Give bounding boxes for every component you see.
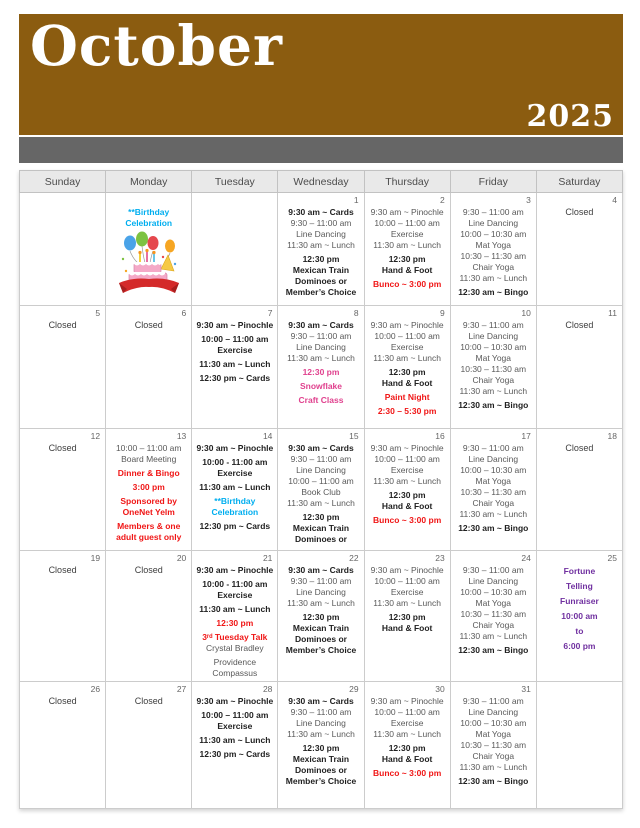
event-line: 12:30 pm xyxy=(302,743,340,753)
day-number: 21 xyxy=(262,553,273,563)
month-title: October xyxy=(30,13,283,78)
event-line: 12:30 pm xyxy=(302,367,340,377)
event-line: Paint Night xyxy=(384,392,430,402)
event-line: 9:30 – 11:00 am xyxy=(290,331,352,341)
day-number: 31 xyxy=(521,684,531,694)
year-label: 2025 xyxy=(526,99,614,134)
calendar-cell xyxy=(192,551,278,682)
weekday-header: Monday xyxy=(106,171,192,193)
calendar-cell xyxy=(106,306,192,429)
event-line: Exercise xyxy=(390,229,424,239)
day-number: 23 xyxy=(435,553,445,563)
event-line: 9:30 – 11:00 am xyxy=(290,454,352,464)
event-line: Mat Yoga xyxy=(475,353,511,363)
day-number: 30 xyxy=(435,684,445,694)
week-row xyxy=(20,682,623,809)
event-line: Mexican Train xyxy=(292,265,350,275)
day-number: 6 xyxy=(181,308,187,318)
event-line: Closed xyxy=(134,565,163,575)
event-line: Book Club xyxy=(301,487,341,497)
event-line: 12:30 am ~ Bingo xyxy=(458,523,529,533)
event-line: Hand & Foot xyxy=(381,754,433,764)
event-line: 11:30 am ~ Lunch xyxy=(287,353,355,363)
event-line: 9:30 am ~ Pinochle xyxy=(196,320,274,330)
day-number: 2 xyxy=(439,195,445,205)
calendar-cell xyxy=(278,429,364,551)
day-number: 19 xyxy=(90,553,101,563)
event-line: Line Dancing xyxy=(468,331,519,341)
event-line: 11:30 am ~ Lunch xyxy=(287,240,355,250)
event-line: 9:30 – 11:00 am xyxy=(462,696,524,706)
weekday-header-row xyxy=(20,171,623,193)
calendar-cell xyxy=(450,306,536,429)
event-line: Celebration xyxy=(125,218,173,228)
event-line: 12:30 pm xyxy=(388,612,426,622)
event-line: **Birthday xyxy=(214,496,256,506)
event-line: 11:30 am ~ Lunch xyxy=(459,386,528,396)
event-line: Hand & Foot xyxy=(381,501,433,511)
event-line: 11:30 am ~ Lunch xyxy=(199,482,271,492)
event-line: 11:30 am ~ Lunch xyxy=(287,498,355,508)
event-line: Mat Yoga xyxy=(475,476,511,486)
event-line: Snowflake xyxy=(299,381,343,391)
calendar-table xyxy=(19,170,623,809)
event-line: Funraiser xyxy=(560,596,599,606)
event-line: Closed xyxy=(565,320,594,330)
event-line: 9:30 am ~ Cards xyxy=(288,320,354,330)
day-number: 17 xyxy=(521,431,531,441)
event-line: Line Dancing xyxy=(296,587,346,597)
event-line: 9:30 – 11:00 am xyxy=(290,576,352,586)
event-line: Member’s Choice xyxy=(285,776,357,786)
event-line: 10:30 – 11:30 am xyxy=(460,487,527,497)
day-number: 5 xyxy=(95,308,101,318)
day-number: 4 xyxy=(612,195,617,205)
event-line: 11:30 am ~ Lunch xyxy=(287,729,355,739)
event-line: Line Dancing xyxy=(296,718,346,728)
day-number: 24 xyxy=(521,553,531,563)
event-line: 11:30 am ~ Lunch xyxy=(199,735,271,745)
event-line: Member’s Choice xyxy=(285,645,357,655)
event-line: Exercise xyxy=(390,465,424,475)
calendar-cell xyxy=(536,682,622,809)
weekday-header: Sunday xyxy=(20,171,106,193)
day-number: 18 xyxy=(607,431,617,441)
event-line: 9:30 am ~ Pinochle xyxy=(370,696,444,706)
day-number: 14 xyxy=(262,431,273,441)
event-line: 10:30 – 11:30 am xyxy=(460,740,527,750)
day-number: 15 xyxy=(349,431,359,441)
day-number: 27 xyxy=(176,684,187,694)
event-line: 9:30 am ~ Pinochle xyxy=(196,565,274,575)
calendar-cell xyxy=(20,429,106,551)
calendar-cell xyxy=(450,429,536,551)
calendar-cell xyxy=(278,193,364,306)
calendar-cell xyxy=(364,306,450,429)
event-line: Chair Yoga xyxy=(472,620,515,630)
event-line: Exercise xyxy=(217,590,253,600)
calendar-cell xyxy=(278,306,364,429)
event-line: 11:30 am ~ Lunch xyxy=(373,240,441,250)
event-line: Closed xyxy=(48,320,77,330)
day-number: 1 xyxy=(353,195,359,205)
birthday-cake-icon xyxy=(117,231,181,297)
weekday-header: Saturday xyxy=(536,171,622,193)
event-line: 3ʳᵈ Tuesday Talk xyxy=(202,632,268,642)
event-line: 9:30 – 11:00 am xyxy=(290,707,352,717)
calendar-cell xyxy=(450,193,536,306)
event-line: 10:30 – 11:30 am xyxy=(460,609,527,619)
event-line: 12:30 pm xyxy=(302,512,340,522)
event-line: 11:30 am ~ Lunch xyxy=(373,353,441,363)
event-line: 9:30 – 11:00 am xyxy=(462,320,524,330)
event-line: Chair Yoga xyxy=(472,751,515,761)
event-line: 12:30 am ~ Bingo xyxy=(458,287,529,297)
event-line: 12:30 am ~ Bingo xyxy=(458,645,529,655)
event-line: Mat Yoga xyxy=(475,240,511,250)
calendar-cell xyxy=(106,551,192,682)
divider-band xyxy=(19,137,623,163)
event-line: 11:30 am ~ Lunch xyxy=(459,509,528,519)
event-line: 11:30 am ~ Lunch xyxy=(459,631,528,641)
weekday-header: Friday xyxy=(450,171,536,193)
event-line: 12:30 pm ~ Cards xyxy=(199,749,271,759)
event-line: Mat Yoga xyxy=(475,598,511,608)
week-row xyxy=(20,429,623,551)
event-line: Hand & Foot xyxy=(381,265,433,275)
event-line: 9:30 am ~ Cards xyxy=(288,443,354,453)
event-line: 10:30 – 11:30 am xyxy=(460,251,527,261)
calendar-cell xyxy=(106,682,192,809)
calendar-cell xyxy=(536,306,622,429)
event-line: 10:00 – 11:00 am xyxy=(374,707,440,717)
event-line: 12:30 pm ~ Cards xyxy=(199,373,271,383)
event-line: Line Dancing xyxy=(296,465,346,475)
event-line: 12:30 am ~ Bingo xyxy=(458,400,529,410)
event-line: 11:30 am ~ Lunch xyxy=(373,476,441,486)
event-line: Bunco ~ 3:00 pm xyxy=(373,279,442,289)
event-line: Exercise xyxy=(217,345,253,355)
calendar-cell xyxy=(278,551,364,682)
event-line: Hand & Foot xyxy=(381,623,433,633)
event-line: Dominoes or xyxy=(295,634,347,644)
day-number: 8 xyxy=(353,308,359,318)
event-line: 12:30 pm xyxy=(388,367,426,377)
event-line: 9:30 am ~ Cards xyxy=(288,207,354,217)
calendar-cell xyxy=(364,193,450,306)
event-line: Line Dancing xyxy=(468,707,519,717)
event-line: 9:30 am ~ Pinochle xyxy=(370,443,444,453)
event-line: Mat Yoga xyxy=(475,729,511,739)
day-number: 29 xyxy=(349,684,359,694)
event-line: Mexican Train xyxy=(292,623,350,633)
day-number: 11 xyxy=(608,308,617,318)
calendar-grid-body xyxy=(20,193,623,809)
event-line: 9:30 – 11:00 am xyxy=(462,207,524,217)
calendar-cell xyxy=(192,682,278,809)
calendar-cell xyxy=(192,193,278,306)
calendar-cell xyxy=(450,551,536,682)
calendar-cell xyxy=(20,306,106,429)
event-line: Exercise xyxy=(217,468,253,478)
event-line: 12:30 pm xyxy=(302,254,340,264)
day-number: 12 xyxy=(90,431,101,441)
day-number: 7 xyxy=(267,308,273,318)
event-line: 11:30 am ~ Lunch xyxy=(287,598,355,608)
weekday-header: Tuesday xyxy=(192,171,278,193)
event-line: 3:00 pm xyxy=(132,482,165,492)
event-line: Bunco ~ 3:00 pm xyxy=(373,768,442,778)
event-line: 9:30 – 11:00 am xyxy=(462,565,524,575)
event-line: 11:30 am ~ Lunch xyxy=(199,604,271,614)
event-line: 9:30 am ~ Pinochle xyxy=(196,443,274,453)
month-banner xyxy=(19,14,623,135)
event-line: 10:00 – 11:00 am xyxy=(374,454,440,464)
calendar-cell xyxy=(106,193,192,306)
day-number: 16 xyxy=(435,431,445,441)
event-line: 9:30 – 11:00 am xyxy=(462,443,524,453)
calendar-cell xyxy=(192,306,278,429)
event-line: Line Dancing xyxy=(468,454,519,464)
event-line: 10:00 – 11:00 am xyxy=(374,576,440,586)
event-line: 9:30 am ~ Cards xyxy=(288,565,354,575)
event-line: 12:30 pm xyxy=(388,254,426,264)
event-line: 11:30 am ~ Lunch xyxy=(459,273,528,283)
event-line: Bunco ~ 3:00 pm xyxy=(373,515,442,525)
event-line: Telling xyxy=(566,581,593,591)
calendar-cell xyxy=(536,551,622,682)
event-line: 10:00 – 11:00 am xyxy=(201,334,269,344)
event-line: 10:00 – 10:30 am xyxy=(460,465,527,475)
event-line: Chair Yoga xyxy=(472,498,515,508)
event-line: 10:00 – 11:00 am xyxy=(201,710,269,720)
event-line: 12:30 pm xyxy=(302,612,340,622)
calendar-cell xyxy=(450,682,536,809)
event-line: Line Dancing xyxy=(296,342,346,352)
calendar-cell xyxy=(536,193,622,306)
week-row xyxy=(20,193,623,306)
event-line: Closed xyxy=(134,696,163,706)
event-line: 12:30 am ~ Bingo xyxy=(458,776,529,786)
event-line: 10:00 – 10:30 am xyxy=(460,587,527,597)
event-line: 12:30 pm xyxy=(388,743,426,753)
event-line: Chair Yoga xyxy=(472,375,515,385)
calendar-cell xyxy=(364,429,450,551)
event-line: 11:30 am ~ Lunch xyxy=(459,762,528,772)
event-line: 10:00 – 10:30 am xyxy=(460,229,527,239)
event-line: Closed xyxy=(48,565,77,575)
event-line: Dinner & Bingo xyxy=(117,468,180,478)
calendar-cell xyxy=(278,682,364,809)
event-line: Members & one xyxy=(117,521,181,531)
event-line: Celebration xyxy=(211,507,259,517)
event-line: 12:30 pm ~ Cards xyxy=(199,521,271,531)
event-line: 9:30 am ~ Pinochle xyxy=(370,207,444,217)
event-line: 6:00 pm xyxy=(563,641,596,651)
event-line: Providence xyxy=(213,657,257,667)
calendar-cell xyxy=(20,551,106,682)
weekday-header: Thursday xyxy=(364,171,450,193)
calendar-cell xyxy=(192,429,278,551)
event-line: adult guest only xyxy=(116,532,182,542)
event-line: Craft Class xyxy=(298,395,344,405)
event-line: 11:30 am ~ Lunch xyxy=(373,598,441,608)
event-line: Closed xyxy=(565,443,594,453)
day-number: 13 xyxy=(176,431,187,441)
event-line: 10:00 – 10:30 am xyxy=(460,342,527,352)
event-line: Closed xyxy=(48,443,77,453)
event-line: Sponsored by xyxy=(120,496,178,506)
calendar-cell xyxy=(106,429,192,551)
event-line: **Birthday xyxy=(128,207,170,217)
event-line: Mexican Train xyxy=(292,754,350,764)
event-line: Fortune xyxy=(563,566,596,576)
calendar-cell xyxy=(364,551,450,682)
event-line: 12:30 pm xyxy=(216,618,254,628)
event-line: 10:00 - 11:00 am xyxy=(202,457,268,467)
week-row xyxy=(20,551,623,682)
event-line: Exercise xyxy=(217,721,253,731)
day-number: 9 xyxy=(439,308,445,318)
event-line: 9:30 – 11:00 am xyxy=(290,218,352,228)
calendar-cell xyxy=(536,429,622,551)
event-line: Line Dancing xyxy=(468,576,519,586)
day-number: 10 xyxy=(521,308,531,318)
event-line: 10:30 – 11:30 am xyxy=(460,364,527,374)
event-line: 11:30 am ~ Lunch xyxy=(373,729,441,739)
event-line: 10:00 – 11:00 am xyxy=(374,218,440,228)
event-line: Dominoes or xyxy=(295,276,347,286)
calendar-cell xyxy=(364,682,450,809)
event-line: to xyxy=(575,626,584,636)
day-number: 20 xyxy=(176,553,187,563)
event-line: Board Meeting xyxy=(121,454,177,464)
birthday-cake-image xyxy=(106,231,191,300)
day-number: 26 xyxy=(90,684,101,694)
event-line: Closed xyxy=(48,696,77,706)
event-line: OneNet Yelm xyxy=(122,507,175,517)
event-line: Exercise xyxy=(390,342,424,352)
event-line: 10:00 – 11:00 am xyxy=(115,443,182,453)
event-line: 9:30 am ~ Pinochle xyxy=(370,320,444,330)
event-line: Exercise xyxy=(390,587,424,597)
event-line: 12:30 pm xyxy=(388,490,426,500)
event-line: 10:00 am xyxy=(561,611,598,621)
day-number: 3 xyxy=(526,195,531,205)
calendar-cell xyxy=(20,193,106,306)
event-line: 9:30 am ~ Pinochle xyxy=(370,565,444,575)
event-line: Dominoes or xyxy=(295,534,347,544)
event-line: Closed xyxy=(134,320,163,330)
event-line: Exercise xyxy=(390,718,424,728)
event-line: Compassus xyxy=(212,668,258,678)
event-line: 2:30 – 5:30 pm xyxy=(377,406,437,416)
event-line: Closed xyxy=(565,207,594,217)
event-line: Member’s Choice xyxy=(285,287,357,297)
event-line: Crystal Bradley xyxy=(206,643,264,653)
event-line: 11:30 am ~ Lunch xyxy=(199,359,271,369)
event-line: Chair Yoga xyxy=(472,262,515,272)
week-row xyxy=(20,306,623,429)
event-line: Hand & Foot xyxy=(381,378,433,388)
event-line: 9:30 am ~ Pinochle xyxy=(196,696,274,706)
event-line: 10:00 – 11:00 am xyxy=(288,476,354,486)
event-line: 9:30 am ~ Cards xyxy=(288,696,354,706)
day-number: 22 xyxy=(349,553,359,563)
event-line: Mexican Train xyxy=(292,523,350,533)
event-line: 10:00 – 10:30 am xyxy=(460,718,527,728)
event-line: 10:00 - 11:00 am xyxy=(202,579,268,589)
day-number: 25 xyxy=(607,553,617,563)
event-line: 10:00 – 11:00 am xyxy=(374,331,440,341)
event-line: Line Dancing xyxy=(468,218,519,228)
event-line: Dominoes or xyxy=(295,765,347,775)
event-line: Line Dancing xyxy=(296,229,346,239)
weekday-header: Wednesday xyxy=(278,171,364,193)
day-number: 28 xyxy=(262,684,273,694)
calendar-cell xyxy=(20,682,106,809)
